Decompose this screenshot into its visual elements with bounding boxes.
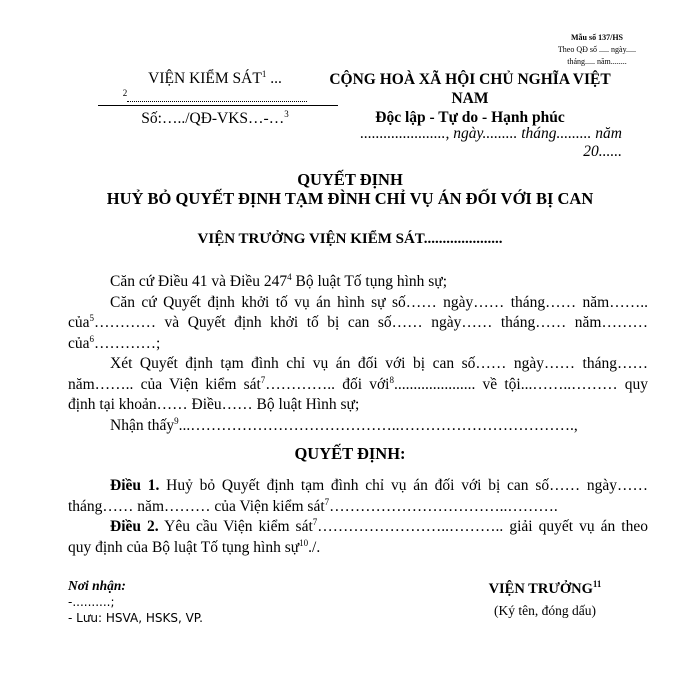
ground-1: Căn cứ Điều 41 và Điều $247^4$ Bộ luật Tố tụng hình sự; [110,271,448,290]
form-code-date: tháng..... năm........ [567,57,627,66]
signer-title: VIỆN TRƯỞNG$^{11}$ [488,579,602,597]
agency-block [70,70,360,127]
ground-3: Xét Quyết định tạm đình chỉ vụ án đối với bị can số…… ngày…… tháng…… năm…….. của Viện kiểm sát$^7$………….. đối với$^8$..................... về tội...……..……… quy định tại khoản…… Điều…… Bộ luật Hình sự; [68,355,648,413]
archive-line: - Lưu: HSVA, HSKS, VP. [68,611,203,625]
agency-subunit: 2 [70,89,360,106]
form-code-block [542,32,652,68]
recipients-block [68,578,203,626]
agency-name: VIỆN KIỂM SÁT$^1$ ... [148,68,282,87]
document-number: Số:…../QĐ-VKS…-…$^3$ [141,108,289,127]
article-2: Điều 2. Yêu cầu Viện kiểm sát$^7$……………………..……….. giải quyết vụ án theo quy định của Bộ luật Tố tụng hình sự$^{10}$./. [68,516,648,556]
signature-note: (Ký tên, đóng dấu) [494,603,596,618]
recipient-line: -..........; [68,595,115,609]
issuing-authority: VIỆN TRƯỞNG VIỆN KIỂM SÁT..................... [197,231,503,247]
place-date-line: ......................, ngày......... tháng......... năm 20...... [360,125,622,160]
document-subtitle: HUỶ BỎ QUYẾT ĐỊNH TẠM ĐÌNH CHỈ VỤ ÁN ĐỐI VỚI BỊ CAN [106,189,594,208]
document-title: QUYẾT ĐỊNH [297,170,403,189]
article-1: Điều 1. Huỷ bỏ Quyết định tạm đình chỉ vụ án đối với bị can số…… ngày…… tháng…… năm……… của Viện kiểm sát$^7$……………………………..………. [68,477,649,515]
form-code-ref: Theo QĐ số ..... ngày..... [557,45,637,54]
ground-4: Nhận thấy$^9$...…………………………………..……………………………., [110,415,578,434]
decision-heading: QUYẾT ĐỊNH: [294,444,406,463]
ground-2: Căn cứ Quyết định khởi tố vụ án hình sự số…… ngày…… tháng…… năm…….. của$^5$………… và Quyết định khởi tố bị can số…… ngày…… tháng…… năm……… của$^6$…………; [68,293,648,352]
signer-block [470,578,620,622]
national-motto-block [320,70,620,127]
articles-section [68,476,648,558]
form-code: Mẫu số 137/HS [570,33,623,42]
national-title: CỘNG HOÀ XÃ HỘI CHỦ NGHĨA VIỆT NAM [329,71,611,107]
national-motto: Độc lập - Tự do - Hạnh phúc [375,109,565,126]
grounds-section [68,272,648,436]
agency-divider [98,105,338,106]
recipients-heading: Nơi nhận: [68,578,126,593]
